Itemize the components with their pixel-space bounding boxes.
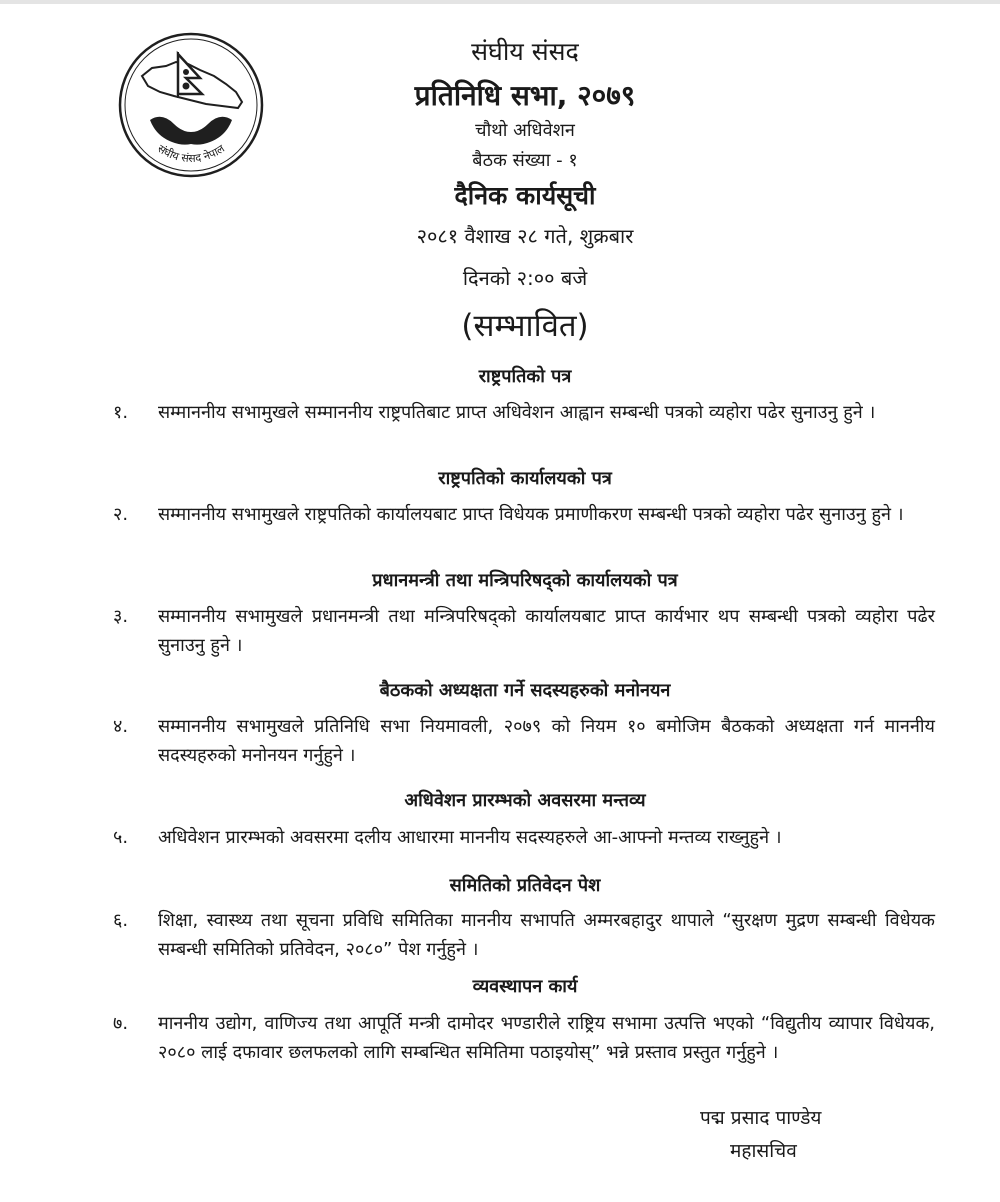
header-meeting-number: बैठक संख्या - १ [472,150,578,171]
item-text: सम्माननीय सभामुखले प्रधानमन्त्री तथा मन्त्रिपरिषद्को कार्यालयबाट प्राप्त कार्यभार थप सम्बन्धी पत्रको व्यहोरा पढेर सुनाउनु हुने । [158,606,935,656]
header-session: चौथो अधिवेशन [475,120,575,141]
item-text: सम्माननीय सभामुखले सम्माननीय राष्ट्रपतिबाट प्राप्त अधिवेशन आह्वान सम्बन्धी पत्रको व्यहोरा पढेर सुनाउनु हुने । [158,402,876,423]
item-number: ६. [113,910,129,931]
signatory-title: महासचिव [730,1140,797,1162]
section-heading: समितिको प्रतिवेदन पेश [449,875,601,896]
item-number: १. [113,402,129,423]
section-heading: बैठकको अध्यक्षता गर्ने सदस्यहरुको मनोनयन [379,680,671,701]
header-time: दिनको २:०० बजे [462,266,588,290]
item-number: ३. [113,606,129,627]
section-heading: राष्ट्रपतिको पत्र [478,366,572,387]
item-text: सम्माननीय सभामुखले राष्ट्रपतिको कार्यालयबाट प्राप्त विधेयक प्रमाणीकरण सम्बन्धी पत्रको व्यहोरा पढेर सुनाउनु हुने । [158,504,904,525]
section-heading: व्यवस्थापन कार्य [472,976,578,997]
item-number: ४. [113,716,129,737]
section-heading: राष्ट्रपतिको कार्यालयको पत्र [438,468,612,489]
header-date: २०८१ वैशाख २८ गते, शुक्रबार [416,224,634,248]
item-number: २. [113,504,129,525]
item-text: शिक्षा, स्वास्थ्य तथा सूचना प्रविधि समितिका माननीय सभापति अम्मरबहादुर थापाले “सुरक्षण मुद्रण सम्बन्धी विधेयक सम्बन्धी समितिको प्रतिवेदन, २०८०” पेश गर्नुहुने । [158,910,935,960]
signatory-name: पद्म प्रसाद पाण्डेय [700,1107,822,1129]
item-text: सम्माननीय सभामुखले प्रतिनिधि सभा नियमावली, २०७९ को नियम १० बमोजिम बैठकको अध्यक्षता गर्न माननीय सदस्यहरुको मनोनयन गर्नुहुने । [158,716,935,766]
section-heading: प्रधानमन्त्री तथा मन्त्रिपरिषद्को कार्यालयको पत्र [372,570,678,591]
item-number: ७. [113,1013,129,1034]
seal-text: संघीय संसद नेपाल [155,142,227,165]
item-text: माननीय उद्योग, वाणिज्य तथा आपूर्ति मन्त्री दामोदर भण्डारीले राष्ट्रिय सभामा उत्पत्ति भएको “विद्युतीय व्यापार विधेयक, २०८० लाई दफावार छलफलको लागि सम्बन्धित समितिमा पठाइयोस्” भन्ने प्रस्ताव प्रस्तुत गर्नुहुने । [158,1013,935,1063]
item-number: ५. [113,827,129,848]
item-text: अधिवेशन प्रारम्भको अवसरमा दलीय आधारमा माननीय सदस्यहरुले आ-आफ्नो मन्तव्य राख्नुहुने । [158,827,782,848]
top-border [0,0,1000,4]
header-daily-agenda: दैनिक कार्यसूची [454,181,596,210]
header-tentative: (सम्भावित) [461,308,589,344]
section-heading: अधिवेशन प्रारम्भको अवसरमा मन्तव्य [404,790,646,811]
header-federal-parliament: संघीय संसद [471,37,579,66]
header-house-title: प्रतिनिधि सभा, २०७९ [414,79,636,112]
